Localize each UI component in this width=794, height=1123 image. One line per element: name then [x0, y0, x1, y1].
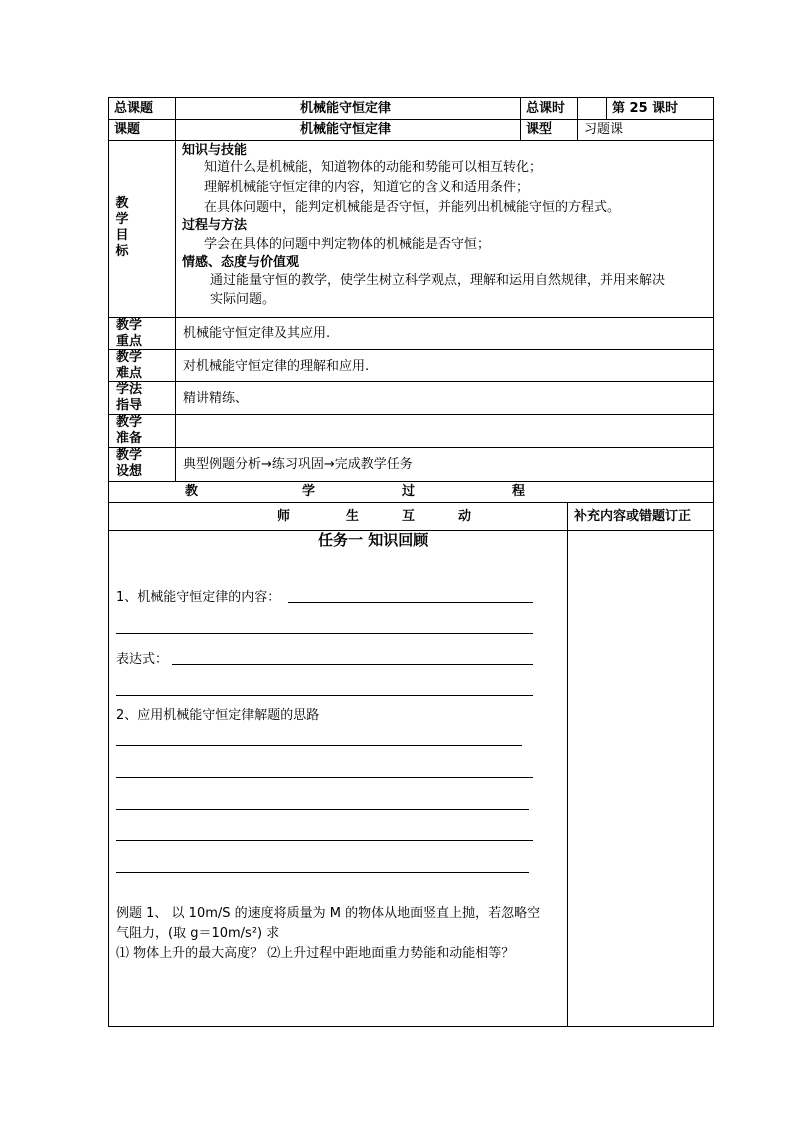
process-title-char: 教 [185, 484, 199, 499]
key-label: 教学 [116, 318, 143, 333]
total-hours-label: 总课时 [526, 101, 566, 116]
col-divider [520, 97, 521, 140]
goals-line: 理解机械能守恒定律的内容，知道它的含义和适用条件； [204, 180, 530, 195]
goals-line: 知道什么是机械能，知道物体的动能和势能可以相互转化； [204, 160, 543, 175]
difficulty-label: 难点 [116, 366, 143, 381]
answer-line [116, 872, 529, 873]
topic-value: 机械能守恒定律 [300, 122, 392, 137]
interaction-header-char: 动 [458, 509, 472, 524]
lesson-number: 第 25 课时 [612, 101, 679, 116]
difficulty-value: 对机械能守恒定律的理解和应用. [183, 359, 370, 374]
row-divider [108, 317, 714, 318]
answer-line [116, 809, 529, 810]
design-label: 教学 [116, 448, 143, 463]
col-divider [175, 97, 176, 481]
answer-line [116, 633, 533, 634]
total-topic-value: 机械能守恒定律 [300, 101, 392, 116]
col-divider [577, 97, 578, 140]
goals-heading-process: 过程与方法 [182, 218, 248, 233]
row-divider [108, 119, 714, 120]
method-label: 指导 [116, 398, 143, 413]
goals-line: 通过能量守恒的教学，使学生树立科学观点，理解和运用自然规律，并用来解决 [210, 273, 666, 288]
row-divider [108, 381, 714, 382]
total-topic-label: 总课题 [114, 101, 154, 116]
answer-line [288, 602, 533, 603]
goals-line: 实际问题。 [210, 292, 276, 307]
example-line: ⑴ 物体上升的最大高度？ ⑵上升过程中距地面重力势能和动能相等？ [116, 946, 515, 961]
goals-label-char: 标 [115, 244, 129, 259]
answer-line [116, 840, 533, 841]
topic-label: 课题 [114, 122, 141, 137]
side-column-header: 补充内容或错题订正 [574, 509, 692, 524]
method-value: 精讲精练、 [183, 391, 249, 406]
goals-line: 在具体问题中，能判定机械能是否守恒，并能列出机械能守恒的方程式。 [204, 200, 621, 215]
interaction-header-char: 生 [346, 509, 360, 524]
question-1: 1、机械能守恒定律的内容： [116, 590, 281, 605]
row-divider [108, 140, 714, 141]
col-divider [606, 97, 607, 119]
row-divider [108, 349, 714, 350]
example-line: 例题 1、 以 10m/S 的速度将质量为 M 的物体从地面竖直上抛，若忽略空 [116, 906, 541, 921]
key-label: 重点 [116, 334, 143, 349]
answer-line [116, 745, 522, 746]
type-value: 习题课 [584, 122, 624, 137]
design-label: 设想 [116, 464, 143, 479]
prep-label: 准备 [116, 431, 143, 446]
key-value: 机械能守恒定律及其应用. [183, 326, 331, 341]
goals-label-char: 教 [115, 196, 129, 211]
interaction-header-char: 互 [402, 509, 416, 524]
expression-label: 表达式： [116, 652, 169, 667]
question-2: 2、应用机械能守恒定律解题的思路 [116, 708, 320, 723]
design-value: 典型例题分析→练习巩固→完成教学任务 [183, 457, 413, 472]
prep-label: 教学 [116, 415, 143, 430]
goals-heading-attitude: 情感、态度与价值观 [182, 255, 300, 270]
row-divider [108, 502, 714, 503]
process-title-char: 学 [302, 484, 316, 499]
task-title: 任务一 知识回顾 [318, 531, 429, 549]
answer-line [116, 695, 533, 696]
goals-heading-knowledge: 知识与技能 [182, 143, 248, 158]
answer-line [172, 664, 533, 665]
goals-line: 学会在具体的问题中判定物体的机械能是否守恒； [204, 237, 491, 252]
process-title-char: 程 [512, 484, 526, 499]
example-line: 气阻力，(取 g＝10m/s²) 求 [116, 926, 280, 941]
method-label: 学法 [116, 382, 143, 397]
interaction-header-char: 师 [277, 509, 291, 524]
goals-label-char: 学 [115, 212, 129, 227]
difficulty-label: 教学 [116, 350, 143, 365]
col-divider [567, 502, 568, 1027]
goals-label-char: 目 [115, 228, 129, 243]
row-divider [108, 447, 714, 448]
row-divider [108, 414, 714, 415]
type-label: 课型 [526, 122, 553, 137]
answer-line [116, 777, 533, 778]
row-divider [108, 481, 714, 482]
process-title-char: 过 [402, 484, 416, 499]
